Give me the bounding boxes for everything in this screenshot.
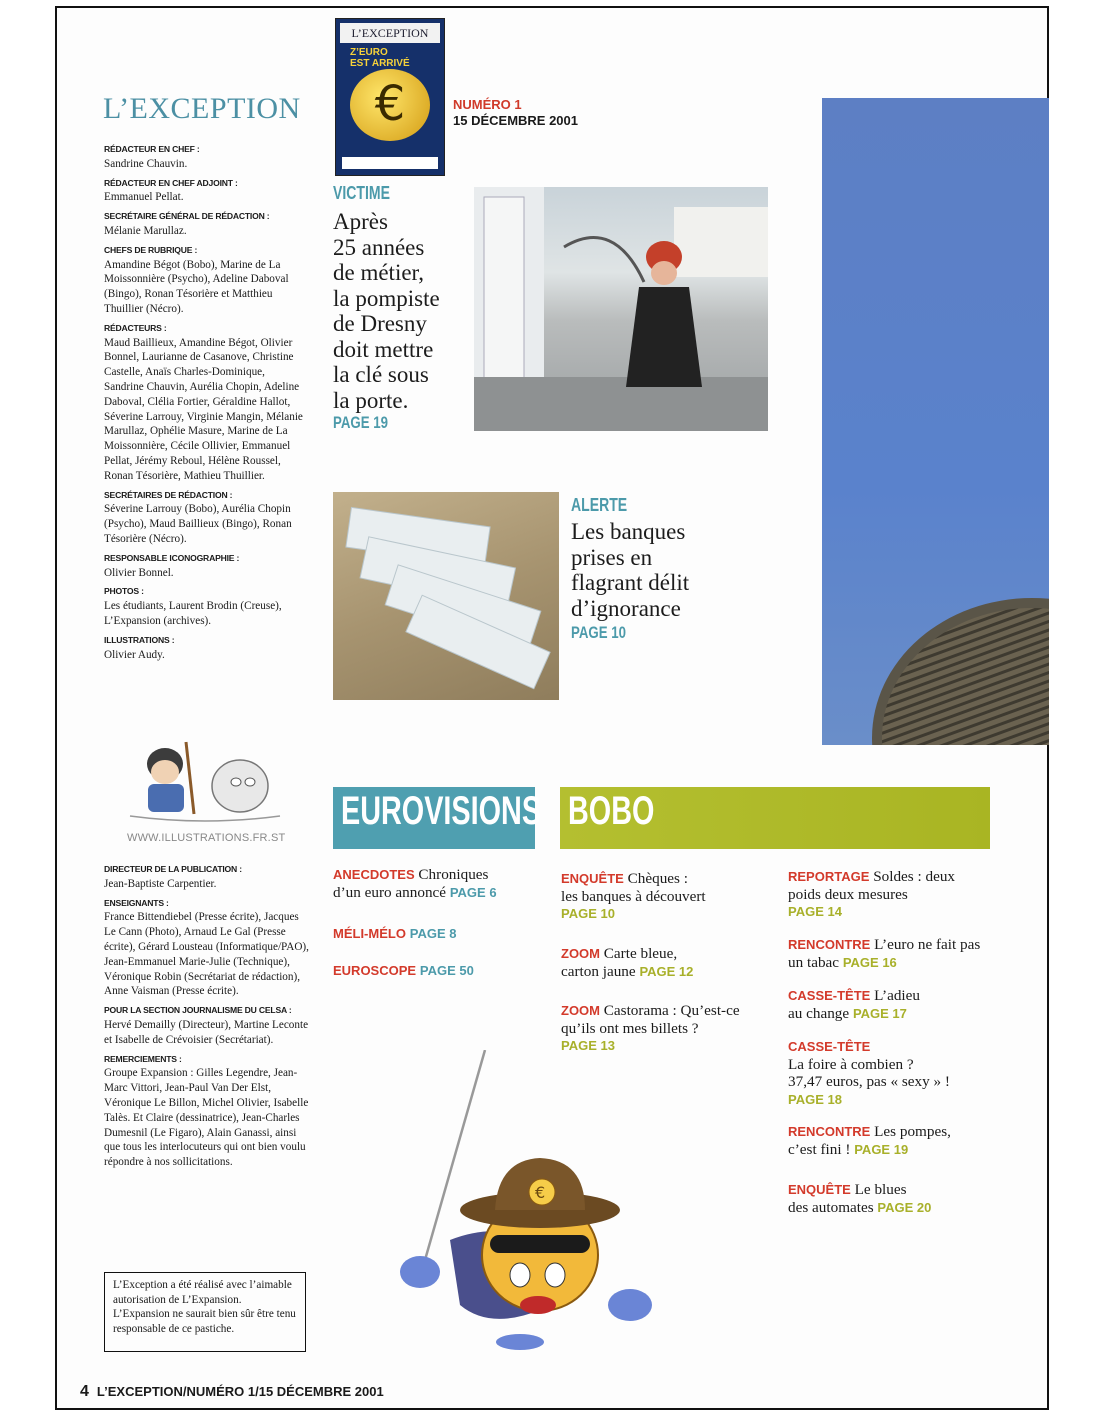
masthead: L’EXCEPTION [103,92,301,125]
credit-label: RÉDACTEURS : [104,322,167,333]
toc-text: carton jaune [561,962,636,980]
toc-entry[interactable] [561,945,771,980]
toc-text: Les pompes, [874,1123,951,1140]
euro-symbol-icon: € [535,1183,546,1202]
toc-text: poids deux mesures [788,885,908,903]
toc-kicker: ENQUÊTE [561,871,624,886]
credit-value: Olivier Audy. [104,648,165,661]
illustration-caption: WWW.ILLUSTRATIONS.FR.ST [127,832,286,844]
pump-attendant-photo [474,187,768,431]
credit-value: Séverine Larrouy (Bobo), Aurélia Chopin (Psycho), Maud Baillieux (Bingo), Ronan Tésorière (Nécro). [104,503,292,545]
toc-text: Chèques : [627,870,688,887]
credit-label: RÉDACTEUR EN CHEF : [104,144,200,154]
toc-page[interactable]: PAGE 13 [561,1038,615,1053]
cover-title: L’EXCEPTION [340,23,440,43]
toc-text: c’est fini ! [788,1140,851,1158]
portrait-photo-graphic [822,98,1049,745]
credit-entry [104,584,304,628]
toc-entry[interactable] [788,936,998,971]
cover-headline-line: Z’EURO [350,47,388,58]
euro-coin-icon: € [350,69,430,141]
toc-text: les banques à découvert [561,887,706,905]
toc-page[interactable]: PAGE 6 [449,884,497,900]
story-line: Les banques [571,519,686,544]
story-line: de Dresny [333,311,427,336]
toc-text: qu’ils ont mes billets ? [561,1019,699,1037]
credit-entry [104,551,304,581]
toc-kicker: RENCONTRE [788,1124,871,1139]
toc-text: L’adieu [874,987,920,1004]
story-line: doit mettre [333,336,434,362]
story-line: la pompiste [333,285,440,311]
story-line: 25 années [333,234,425,260]
pump-attendant-photo-graphic [474,187,768,431]
story-line: flagrant délit [571,570,690,595]
credit-entry [104,633,304,663]
toc-kicker: CASSE-TÊTE [788,1039,871,1054]
credit-value: Amandine Bégot (Bobo), Marine de La Moissonnière (Psycho), Adeline Daboval (Bingo), Ronan Tésorière et Matthieu Thuillier (Nécro). [104,258,289,315]
credit-label: POUR LA SECTION JOURNALISME DU CELSA : [104,1005,292,1016]
credit-label: SECRÉTAIRE GÉNÉRAL DE RÉDACTION : [104,211,270,222]
toc-page[interactable]: PAGE 17 [852,1005,907,1021]
cover-headline-line: EST ARRIVÉ [350,58,410,69]
credit-value: France Bittendiebel (Presse écrite), Jacques Le Cann (Photo), Arnaud Le Gal (Presse écrite), Gérard Lousteau (Informatique/PAO), Jean-Emmanuel Marie-Julie (Technique), Véronique Robin (Secrétariat de rédaction), Anne Vaisman (Presse écrite). [104,911,309,998]
issue-number: NUMÉRO 1 [453,97,522,112]
toc-kicker: ZOOM [561,1003,600,1018]
portrait-photo [822,98,1049,745]
story-teaser [571,519,689,621]
toc-page[interactable]: PAGE 20 [877,1199,932,1215]
toc-text: La foire à combien ? [788,1055,914,1073]
story-line: la clé sous [333,362,429,387]
toc-page[interactable]: PAGE 10 [561,906,615,921]
toc-text: 37,47 euros, pas « sexy » ! [788,1073,950,1090]
credit-entry [104,209,304,239]
story-line: d’ignorance [571,595,681,621]
section-header-eurovisions [333,787,542,849]
credit-value: Groupe Expansion : Gilles Legendre, Jean-Marc Vittori, Jean-Paul Van Der Elst, Véronique Le Billon, Michel Olivier, Isabelle Talès. Et Claire (dessinatrice), Jean-Charles Dumesnil (Le Figaro), Alain Ganassi, ainsi que tous les interlocuteurs qui ont bien voulu répondre à nos sollicitations. [104,1067,309,1169]
toc-entry[interactable] [333,866,548,901]
story-line: prises en [571,544,653,570]
credit-label: SECRÉTAIRES DE RÉDACTION : [104,489,233,500]
toc-kicker: ANECDOTES [333,867,415,882]
credit-entry [104,176,304,206]
toc-entry[interactable] [788,1123,998,1158]
credits-block [104,138,304,663]
toc-entry[interactable] [788,1038,998,1108]
footer-text: L’EXCEPTION/NUMÉRO 1/15 DÉCEMBRE 2001 [96,1384,384,1399]
credit-entry [104,243,304,317]
toc-page[interactable]: PAGE 8 [409,926,457,941]
toc-text: Soldes : deux [873,868,956,885]
toc-text: Castorama : Qu’est-ce [603,1002,740,1019]
credit-label: PHOTOS : [104,586,144,597]
toc-text: Carte bleue, [603,945,678,962]
toc-kicker: EUROSCOPE [333,963,417,978]
toc-page[interactable]: PAGE 18 [788,1091,842,1107]
cover-headline [350,47,410,69]
toc-entry[interactable] [788,1181,998,1216]
page-number: 4 [80,1383,89,1400]
toc-text: L’euro ne fait pas [874,936,981,953]
story-kicker: ALERTE [571,495,628,515]
credit-value: Sandrine Chauvin. [104,157,188,170]
credit-label: REMERCIEMENTS : [104,1053,182,1064]
story-teaser [333,209,440,413]
story-line: la porte. [333,387,409,413]
credit-value: Maud Baillieux, Amandine Bégot, Olivier Bonnel, Laurianne de Casanove, Christine Castelle, Anaïs Charles-Dominique, Sandrine Chauvin, Aurélia Chopin, Adeline Daboval, Clélia Fortier, Géraldine Hallot, Séverine Larrouy, Virginie Mangin, Mélanie Marullaz, Ophélie Masure, Marine de La Moissonnière, Cécile Ollivier, Emmanuel Pellat, Jérémy Reboul, Hélène Roussel, Ronan Tésorière, Mathieu Thuillier. [104,336,303,482]
credit-entry [104,1003,309,1047]
cheques-photo-graphic [333,492,559,700]
section-header-bobo [560,787,990,849]
notice-box: L’Exception a été réalisé avec l’aimable autorisation de L’Expansion. L’Expansion ne saurait bien sûr être tenu responsable de ce pastiche. [104,1272,306,1352]
toc-page[interactable]: PAGE 19 [854,1141,909,1157]
toc-entry[interactable] [333,962,474,980]
toc-text: Chroniques [418,866,489,883]
toc-kicker: RENCONTRE [788,937,871,952]
toc-kicker: ZOOM [561,946,600,961]
toc-entry[interactable] [561,1002,776,1055]
toc-page[interactable]: PAGE 50 [419,963,474,978]
toc-page[interactable]: PAGE 16 [842,954,897,970]
credit-value: Olivier Bonnel. [104,566,174,579]
credit-value: Hervé Demailly (Directeur), Martine Leconte et Isabelle de Crévoisier (Secrétariat). [104,1018,309,1046]
credit-value: Emmanuel Pellat. [104,191,184,204]
credit-label: ILLUSTRATIONS : [104,634,175,645]
toc-text: un tabac [788,953,840,971]
credit-label: CHEFS DE RUBRIQUE : [104,244,198,255]
story-page-link[interactable]: PAGE 10 [571,623,627,642]
credit-entry [104,1052,309,1170]
toc-kicker: CASSE-TÊTE [788,988,871,1003]
credits-block-secondary [104,858,309,1171]
issue-date: 15 DÉCEMBRE 2001 [453,113,578,128]
toc-kicker: REPORTAGE [788,869,870,884]
cover-thumbnail [335,18,445,176]
cover-strip [342,157,438,169]
credit-entry [104,488,304,547]
toc-text: au change [788,1004,850,1022]
toc-text: d’un euro annoncé [333,883,447,901]
credit-entry [104,896,309,1000]
issue-info [453,97,578,129]
page-footer [80,1383,384,1401]
toc-entry[interactable] [788,868,998,921]
story-page-link[interactable]: PAGE 19 [333,413,389,432]
credit-label: ENSEIGNANTS : [104,897,169,908]
credit-entry [104,862,309,892]
credit-value: Mélanie Marullaz. [104,224,187,237]
story-line: Après [333,209,388,234]
toc-kicker: MÉLI-MÉLO [333,926,406,941]
story-kicker: VICTIME [333,183,390,203]
toc-text: Le blues [854,1181,907,1198]
toc-page[interactable]: PAGE 14 [788,904,842,919]
toc-text: des automates [788,1198,874,1216]
credit-entry [104,321,304,484]
credit-value: Les étudiants, Laurent Brodin (Creuse), L’Expansion (archives). [104,600,282,627]
section-title: BOBO [568,789,655,833]
toc-entry[interactable] [561,870,771,923]
toc-entry[interactable] [788,987,998,1022]
euro-zorro-mascot-illustration [380,1050,680,1350]
toc-kicker: ENQUÊTE [788,1182,851,1197]
toc-page[interactable]: PAGE 12 [639,963,694,979]
cheques-photo [333,492,559,700]
credit-entry [104,142,304,172]
credit-value: Jean-Baptiste Carpentier. [104,877,217,890]
credit-label: RÉDACTEUR EN CHEF ADJOINT : [104,177,238,188]
toc-entry[interactable] [333,925,456,943]
illustrator-cartoon-image [120,734,290,826]
credit-label: DIRECTEUR DE LA PUBLICATION : [104,864,242,874]
story-line: de métier, [333,260,425,285]
credit-label: RESPONSABLE ICONOGRAPHIE : [104,552,240,563]
section-title: EUROVISIONS [341,789,542,833]
